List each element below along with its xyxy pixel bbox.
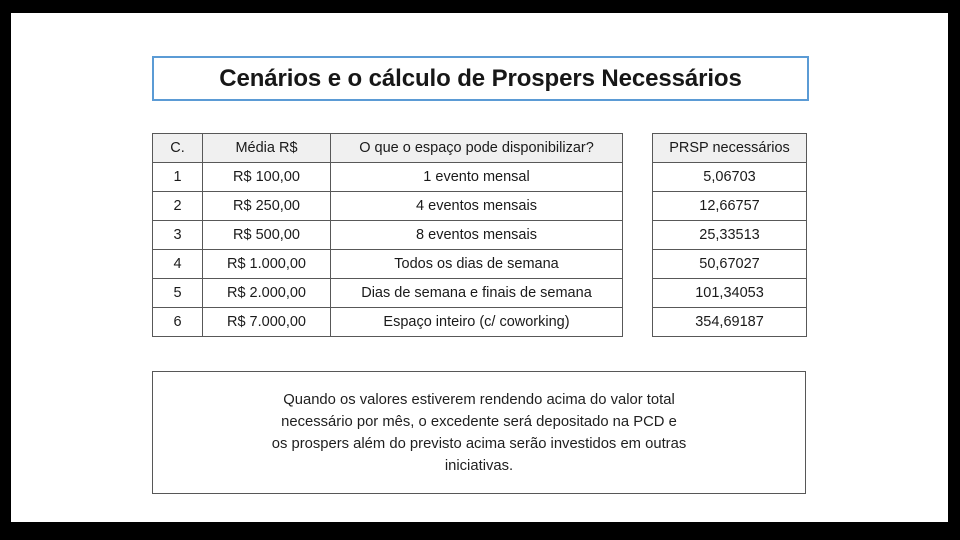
cell-prsp: 101,34053 <box>653 279 807 308</box>
note-line: os prospers além do previsto acima serão investidos em outras <box>271 435 687 452</box>
table-row <box>153 279 623 308</box>
cell-media: R$ 7.000,00 <box>203 308 331 337</box>
table-row <box>653 308 807 337</box>
table-header-row <box>153 134 623 163</box>
cell-prsp: 12,66757 <box>653 192 807 221</box>
cell-espaco: Espaço inteiro (c/ coworking) <box>331 308 623 337</box>
cell-espaco: Dias de semana e finais de semana <box>331 279 623 308</box>
column-header-media: Média R$ <box>203 134 331 163</box>
note-line: Quando os valores estiverem rendendo acima do valor total <box>283 391 675 408</box>
table-row <box>653 192 807 221</box>
cell-espaco: 1 evento mensal <box>331 163 623 192</box>
scenarios-table-head <box>153 134 623 163</box>
slide-canvas <box>11 13 948 522</box>
note-box <box>152 371 806 494</box>
scenarios-table-body <box>153 163 623 337</box>
cell-espaco: Todos os dias de semana <box>331 250 623 279</box>
table-row <box>153 308 623 337</box>
slide-title-box <box>152 56 809 101</box>
cell-prsp: 5,06703 <box>653 163 807 192</box>
column-header-cenario: C. <box>153 134 203 163</box>
cell-media: R$ 100,00 <box>203 163 331 192</box>
table-row <box>153 163 623 192</box>
prsp-table <box>652 133 807 337</box>
note-line: iniciativas. <box>444 457 514 474</box>
cell-media: R$ 500,00 <box>203 221 331 250</box>
prsp-table-head <box>653 134 807 163</box>
cell-media: R$ 1.000,00 <box>203 250 331 279</box>
cell-prsp: 25,33513 <box>653 221 807 250</box>
table-row <box>653 221 807 250</box>
cell-cenario: 4 <box>153 250 203 279</box>
column-header-prsp: PRSP necessários <box>653 134 807 163</box>
prsp-table-body <box>653 163 807 337</box>
cell-cenario: 5 <box>153 279 203 308</box>
cell-cenario: 2 <box>153 192 203 221</box>
cell-cenario: 6 <box>153 308 203 337</box>
cell-prsp: 50,67027 <box>653 250 807 279</box>
table-row <box>653 163 807 192</box>
column-header-espaco: O que o espaço pode disponibilizar? <box>331 134 623 163</box>
table-row <box>153 221 623 250</box>
cell-prsp: 354,69187 <box>653 308 807 337</box>
table-row <box>653 279 807 308</box>
cell-media: R$ 250,00 <box>203 192 331 221</box>
cell-cenario: 3 <box>153 221 203 250</box>
cell-media: R$ 2.000,00 <box>203 279 331 308</box>
table-row <box>153 250 623 279</box>
table-row <box>653 250 807 279</box>
note-line: necessário por mês, o excedente será depositado na PCD e <box>281 413 677 430</box>
scenarios-table <box>152 133 623 337</box>
page-title: Cenários e o cálculo de Prospers Necessários <box>219 64 742 92</box>
table-row <box>153 192 623 221</box>
cell-espaco: 4 eventos mensais <box>331 192 623 221</box>
table-header-row <box>653 134 807 163</box>
cell-espaco: 8 eventos mensais <box>331 221 623 250</box>
cell-cenario: 1 <box>153 163 203 192</box>
